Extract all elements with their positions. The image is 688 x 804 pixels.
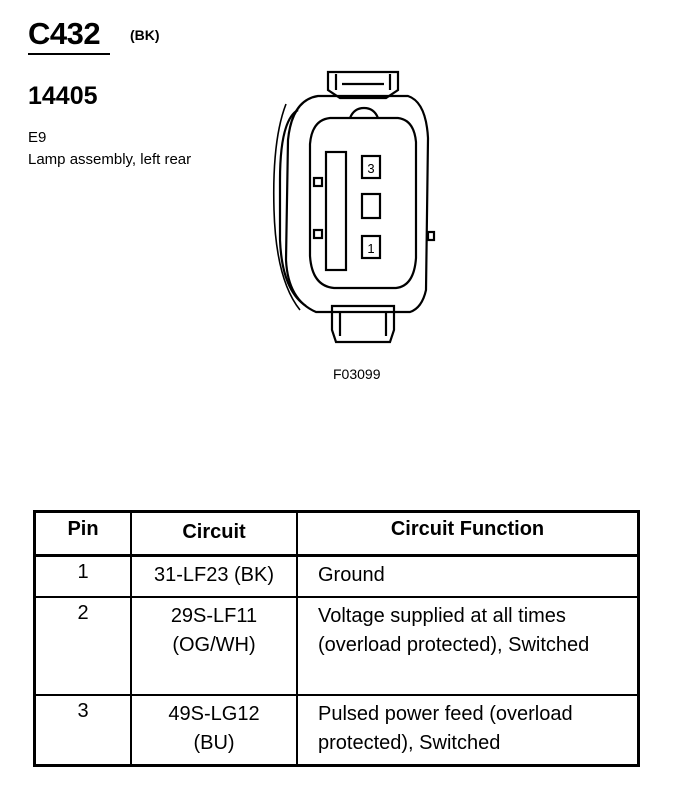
pin-cell: 1 (35, 556, 132, 598)
title-underline (28, 53, 110, 55)
function-line: Voltage supplied at all times (318, 605, 566, 627)
function-line: Pulsed power feed (overload (318, 703, 573, 725)
circuit-line: 31-LF23 (BK) (153, 564, 275, 586)
function-cell (297, 695, 639, 766)
table-header-row (35, 512, 639, 556)
circuit-cell (131, 556, 297, 598)
table-row (35, 556, 639, 598)
function-line: Ground (318, 564, 385, 586)
function-cell (297, 556, 639, 598)
connector-face-drawing (270, 60, 440, 350)
header-pin: Pin (35, 512, 132, 556)
connector-color: (BK) (130, 27, 160, 43)
pinout-table (33, 510, 640, 767)
function-line: protected), Switched (318, 732, 501, 754)
pin-label-3: 3 (367, 161, 375, 176)
circuit-line: (BU) (193, 732, 235, 754)
pin-label-1: 1 (367, 241, 375, 256)
part-number: 14405 (28, 82, 98, 110)
circuit-cell (131, 597, 297, 695)
circuit-line: (OG/WH) (172, 634, 256, 656)
function-line: (overload protected), Switched (318, 634, 590, 656)
circuit-cell (131, 695, 297, 766)
circuit-line: 29S-LF11 (170, 605, 258, 627)
pin-cell: 3 (35, 695, 132, 766)
figure-id: F03099 (333, 366, 381, 382)
location-code: E9 (28, 129, 47, 146)
circuit-line: 49S-LG12 (168, 703, 260, 725)
connector-id: C432 (28, 16, 101, 51)
table-row (35, 695, 639, 766)
function-cell (297, 597, 639, 695)
pin-cell: 2 (35, 597, 132, 695)
component-description: Lamp assembly, left rear (28, 151, 192, 168)
header-circuit-function: Circuit Function (297, 512, 639, 556)
header-circuit: Circuit (131, 512, 297, 556)
table-row (35, 597, 639, 695)
